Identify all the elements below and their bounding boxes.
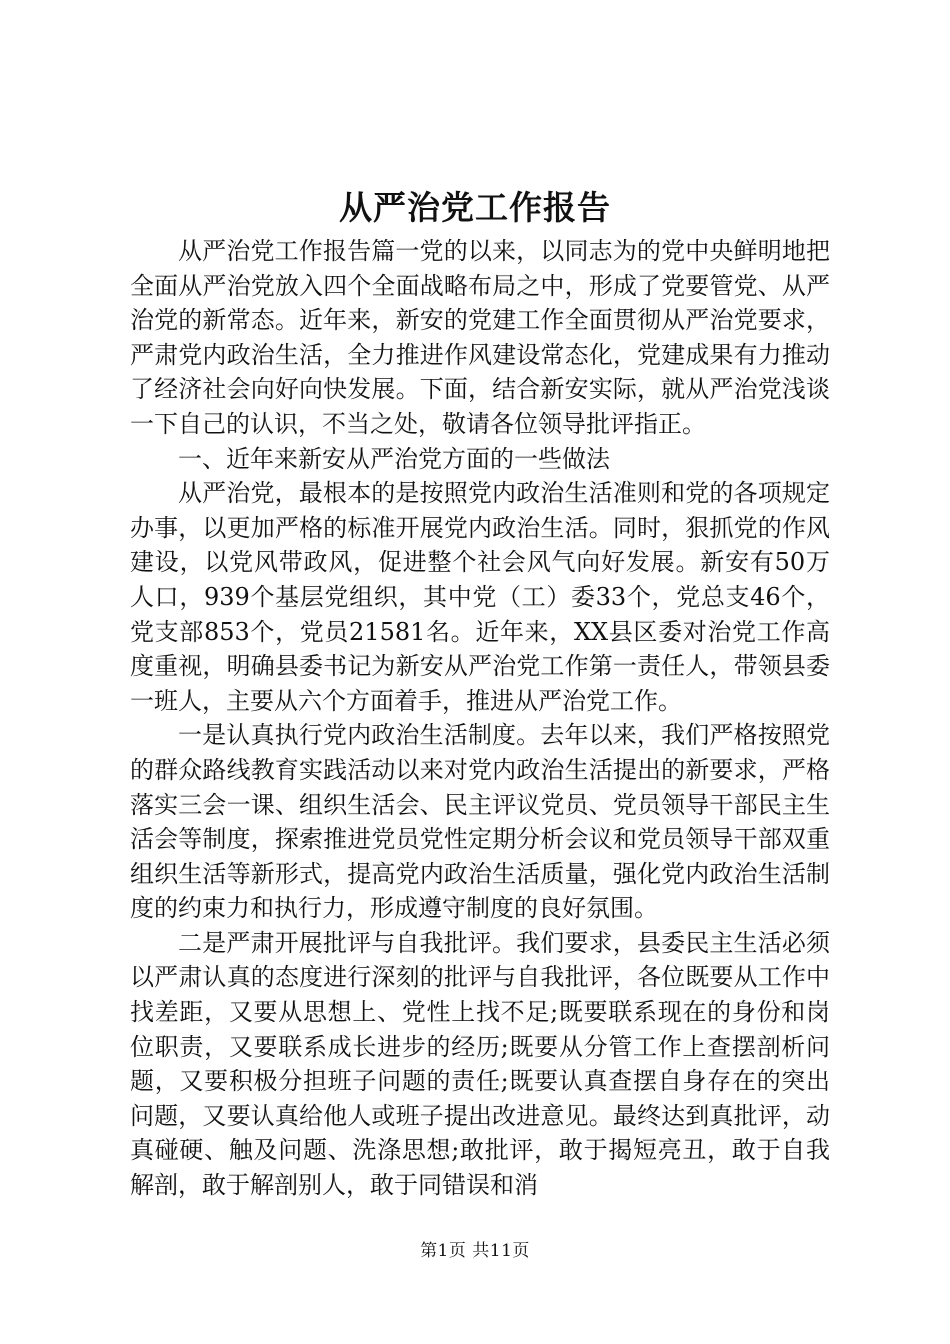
paragraph-point-two: 二是严肃开展批评与自我批评。我们要求，县委民主生活必须以严肃认真的态度进行深刻的批评与自我批评，各位既要从工作中找差距，又要从思想上、党性上找不足;既要联系现在的身份和岗位职责，又要联系成长进步的经历;既要从分管工作上查摆剖析问题，又要积极分担班子问题的责任;既要认真查摆自身存在的突出问题，又要认真给他人或班子提出改进意见。最终达到真批评，动真碰硬、触及问题、洗涤思想;敢批评，敢于揭短亮丑，敢于自我解剖，敢于解剖别人，敢于同错误和消	[130, 928, 830, 1200]
paragraph-overview: 从严治党，最根本的是按照党内政治生活准则和党的各项规定办事，以更加严格的标准开展党内政治生活。同时，狠抓党的作风建设，以党风带政风，促进整个社会风气向好发展。新安有50万人口，939个基层党组织，其中党（工）委33个，党总支46个，党支部853个，党员21581名。近年来，XX县区委对治党工作高度重视，明确县委书记为新安从严治党工作第一责任人，带领县委一班人，主要从六个方面着手，推进从严治党工作。	[130, 479, 830, 715]
page-footer: 第1页 共11页	[420, 1241, 530, 1261]
document-title: 从严治党工作报告	[339, 188, 611, 227]
document-body	[130, 234, 830, 1203]
paragraph-intro: 从严治党工作报告篇一党的以来，以同志为的党中央鲜明地把全面从严治党放入四个全面战略布局之中，形成了党要管党、从严治党的新常态。近年来，新安的党建工作全面贯彻从严治党要求，严肃党内政治生活，全力推进作风建设常态化，党建成果有力推动了经济社会向好向快发展。下面，结合新安实际，就从严治党浅谈一下自己的认识，不当之处，敬请各位领导批评指正。	[130, 237, 830, 438]
paragraph-point-one: 一是认真执行党内政治生活制度。去年以来，我们严格按照党的群众路线教育实践活动以来对党内政治生活提出的新要求，严格落实三会一课、组织生活会、民主评议党员、党员领导干部民主生活会等制度，探索推进党员党性定期分析会议和党员领导干部双重组织生活等新形式，提高党内政治生活质量，强化党内政治生活制度的约束力和执行力，形成遵守制度的良好氛围。	[130, 721, 830, 923]
section-heading: 一、近年来新安从严治党方面的一些做法	[178, 444, 610, 473]
